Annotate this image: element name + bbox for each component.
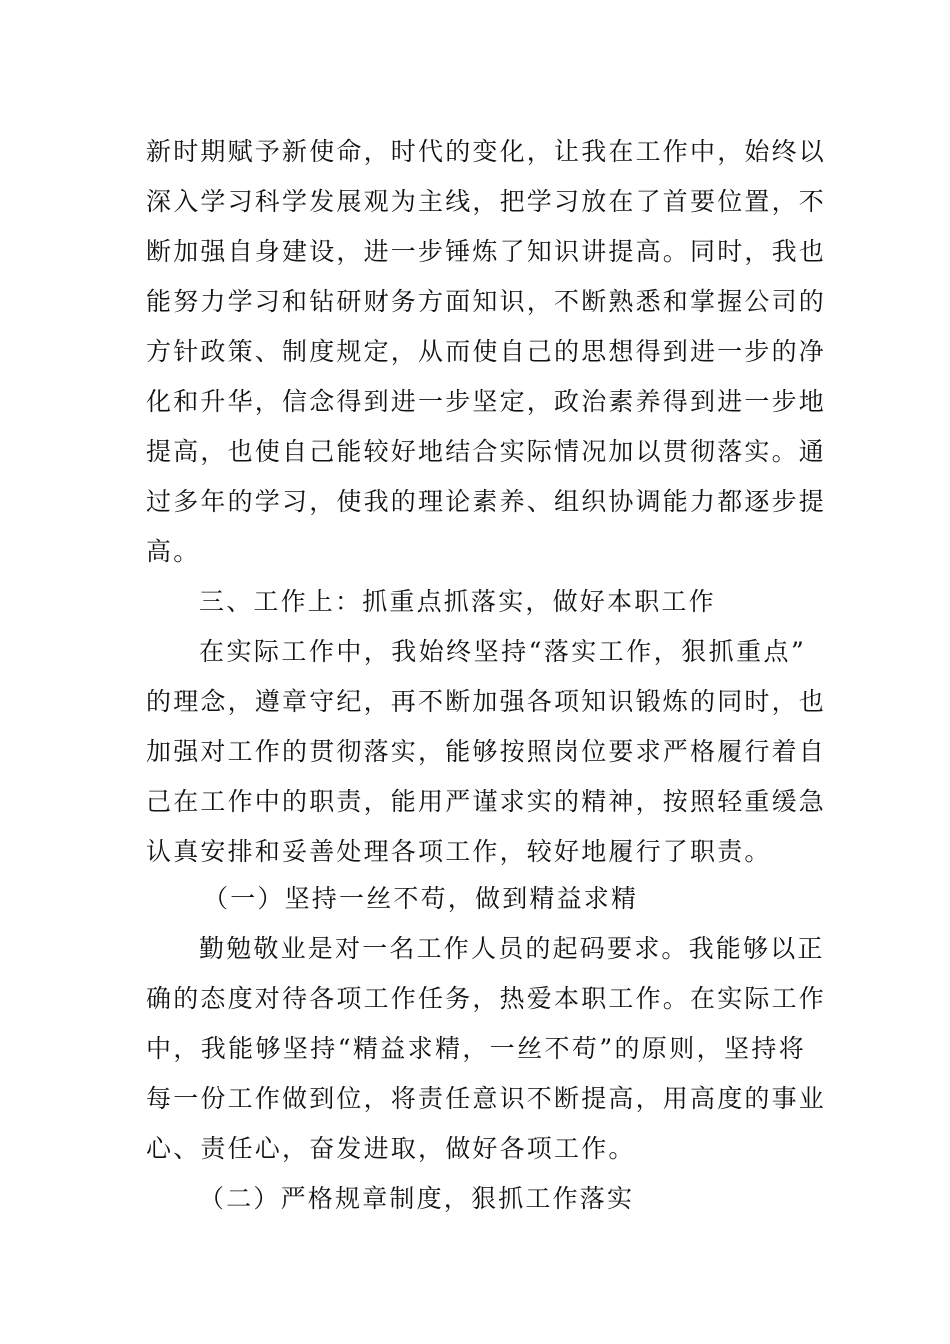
paragraph-first-line: 在实际工作中，我始终坚持“落实工作，狠抓重点” (199, 637, 806, 666)
body-line: 加强对工作的贯彻落实，能够按照岗位要求严格履行着自 (146, 737, 827, 766)
subsection-heading: （一）坚持一丝不苟，做到精益求精 (203, 884, 639, 913)
body-line: 断加强自身建设，进一步锤炼了知识讲提高。同时，我也 (146, 237, 827, 266)
body-line: 确的态度对待各项工作任务，热爱本职工作。在实际工作 (146, 984, 827, 1013)
body-line: 己在工作中的职责，能用严谨求实的精神，按照轻重缓急 (146, 787, 827, 816)
body-line: 深入学习科学发展观为主线，把学习放在了首要位置，不 (146, 187, 827, 216)
section-heading: 三、工作上：抓重点抓落实，做好本职工作 (199, 587, 716, 616)
body-line: 能努力学习和钻研财务方面知识，不断熟悉和掌握公司的 (146, 287, 827, 316)
body-line: 提高，也使自己能较好地结合实际情况加以贯彻落实。通 (146, 437, 827, 466)
body-line: 心、责任心，奋发进取，做好各项工作。 (146, 1134, 636, 1163)
paragraph-first-line: 勤勉敬业是对一名工作人员的起码要求。我能够以正 (199, 934, 825, 963)
body-line: 过多年的学习，使我的理论素养、组织协调能力都逐步提 (146, 487, 827, 516)
body-line: 的理念，遵章守纪，再不断加强各项知识锻炼的同时，也 (146, 687, 827, 716)
body-line: 认真安排和妥善处理各项工作，较好地履行了职责。 (146, 837, 772, 866)
body-line: 方针政策、制度规定，从而使自己的思想得到进一步的净 (146, 337, 827, 366)
body-line: 新时期赋予新使命，时代的变化，让我在工作中，始终以 (146, 137, 827, 166)
body-line: 中，我能够坚持“精益求精，一丝不苟”的原则，坚持将 (146, 1034, 806, 1063)
body-line: 每一份工作做到位，将责任意识不断提高，用高度的事业 (146, 1084, 827, 1113)
subsection-heading: （二）严格规章制度，狠抓工作落实 (199, 1184, 635, 1213)
body-line: 高。 (146, 537, 201, 566)
body-line: 化和升华，信念得到进一步坚定，政治素养得到进一步地 (146, 387, 827, 416)
